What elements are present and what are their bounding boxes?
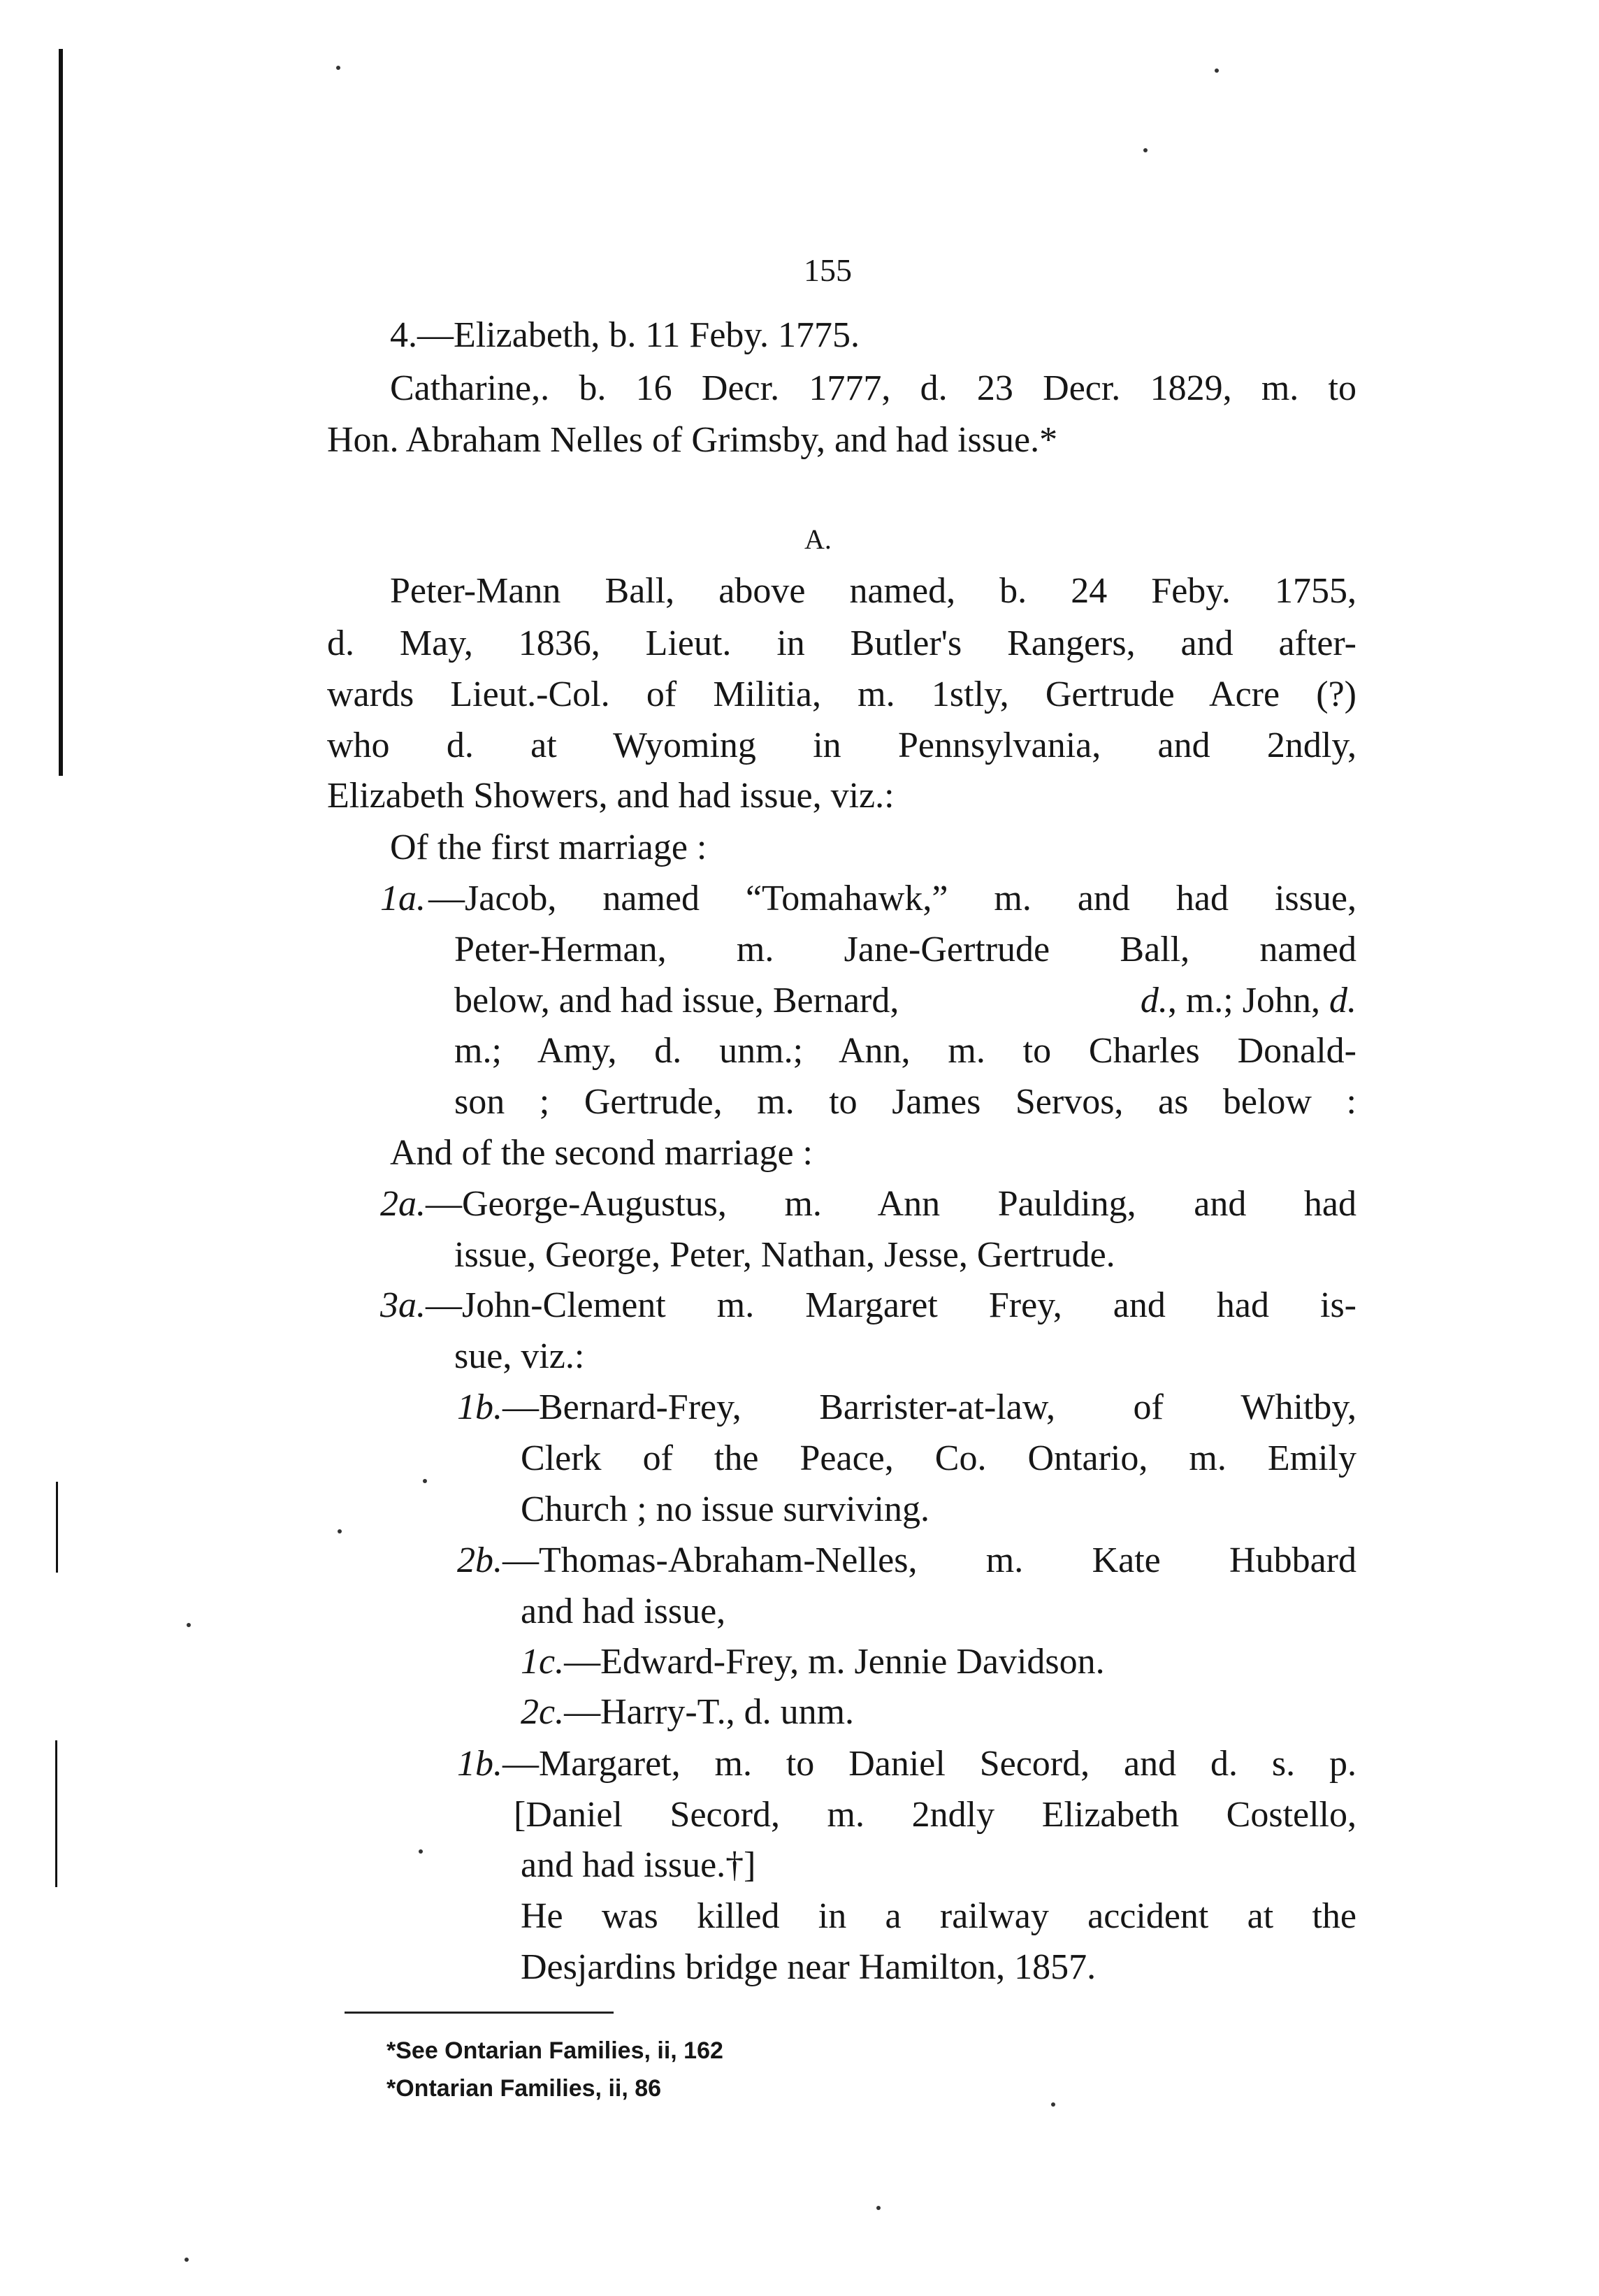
scan-edge-line: [59, 49, 63, 776]
item-label: 2c.: [521, 1692, 565, 1732]
item-2c-line: [521, 1694, 854, 1731]
item-text: —Jacob, named “Tomahawk,” m. and had issue,: [428, 879, 1356, 918]
item-1b-first-line: [457, 1389, 1356, 1426]
scan-speck: [1143, 148, 1148, 152]
item-1a-line: m.; Amy, d. unm.; Ann, m. to Charles Donald-: [454, 1031, 1356, 1071]
item-text: below, and had issue, Bernard,: [454, 981, 899, 1020]
paragraph-line: Peter-Mann Ball, above named, b. 24 Feby. 1755,: [390, 571, 1356, 611]
item-label: 1a.: [380, 879, 426, 918]
italic-d: d.: [1140, 981, 1168, 1020]
item-1b-line: Church ; no issue surviving.: [521, 1489, 929, 1529]
item-2a-line: issue, George, Peter, Nathan, Jesse, Gertrude.: [454, 1235, 1115, 1275]
item-text: , m.; John,: [1167, 981, 1329, 1020]
scan-speck: [336, 66, 340, 70]
item-text: —Margaret, m. to Daniel Secord, and d. s. p.: [502, 1744, 1356, 1784]
item-text: —Thomas-Abraham-Nelles, m. Kate Hubbard: [502, 1540, 1356, 1580]
entry-elizabeth: 4.—Elizabeth, b. 11 Feby. 1775.: [390, 315, 860, 355]
item-1a-line: Peter-Herman, m. Jane-Gertrude Ball, named: [454, 930, 1356, 969]
item-2a-first-line: [380, 1186, 1356, 1222]
item-text: —Edward-Frey, m. Jennie Davidson.: [564, 1642, 1105, 1682]
footnote: *Ontarian Families, ii, 86: [386, 2075, 662, 2102]
italic-d: d.: [1329, 981, 1356, 1020]
scan-speck: [423, 1479, 427, 1483]
paragraph-line: wards Lieut.-Col. of Militia, m. 1stly, Gertrude Acre (?): [327, 674, 1356, 714]
footnote: *See Ontarian Families, ii, 162: [386, 2037, 723, 2064]
item-1b-line: Clerk of the Peace, Co. Ontario, m. Emily: [521, 1438, 1356, 1478]
paragraph-line: d. May, 1836, Lieut. in Butler's Rangers, and after-: [327, 623, 1356, 663]
item-1a-first-line: [380, 881, 1356, 917]
item-2b-first-line: [457, 1540, 1356, 1580]
page-number: 155: [804, 252, 852, 288]
scan-speck: [1215, 68, 1219, 73]
item-1b-margaret-line: He was killed in a railway accident at the: [521, 1896, 1356, 1936]
item-1b-margaret-first-line: [457, 1746, 1356, 1782]
entry-catharine: Catharine,. b. 16 Decr. 1777, d. 23 Decr. 1829, m. to: [390, 368, 1356, 408]
scan-speck: [338, 1529, 342, 1533]
item-1a-line: [454, 983, 1356, 1019]
item-1b-margaret-line: and had issue.†]: [521, 1845, 756, 1885]
section-letter: A.: [804, 524, 832, 555]
item-1c-line: [521, 1644, 1105, 1680]
item-text: —Harry-T., d. unm.: [564, 1692, 855, 1732]
entry-catharine-cont: Hon. Abraham Nelles of Grimsby, and had issue.*: [327, 420, 1058, 460]
scan-speck: [419, 1849, 423, 1854]
item-3a-line: sue, viz.:: [454, 1336, 585, 1376]
scan-speck: [1051, 2102, 1055, 2107]
scan-edge-line-bottom: [55, 1740, 57, 1887]
second-marriage-heading: And of the second marriage :: [390, 1133, 813, 1173]
footnote-rule: [345, 2012, 614, 2014]
first-marriage-heading: Of the first marriage :: [390, 828, 707, 867]
item-1b-margaret-line: Desjardins bridge near Hamilton, 1857.: [521, 1947, 1097, 1987]
item-2b-line: and had issue,: [521, 1591, 726, 1631]
paragraph-line: Elizabeth Showers, and had issue, viz.:: [327, 776, 895, 816]
item-1b-margaret-line: [Daniel Secord, m. 2ndly Elizabeth Costello,: [514, 1795, 1356, 1835]
scan-speck: [187, 1623, 191, 1627]
scan-speck: [876, 2206, 881, 2210]
scan-speck: [184, 2258, 189, 2262]
item-1a-line: son ; Gertrude, m. to James Servos, as below :: [454, 1082, 1356, 1122]
item-label: 1c.: [521, 1642, 565, 1682]
scan-edge-line-lower: [56, 1482, 58, 1573]
spacer: [899, 983, 1141, 1019]
item-label: 1b.: [457, 1387, 502, 1427]
paragraph-line: who d. at Wyoming in Pennsylvania, and 2ndly,: [327, 725, 1356, 765]
item-label: 2b.: [457, 1540, 502, 1580]
item-text: —Bernard-Frey, Barrister-at-law, of Whitby,: [502, 1387, 1356, 1427]
item-3a-first-line: [380, 1287, 1356, 1324]
item-text: —George-Augustus, m. Ann Paulding, and had: [426, 1184, 1356, 1224]
item-text: —John-Clement m. Margaret Frey, and had is-: [426, 1285, 1356, 1325]
item-label: 1b.: [457, 1744, 502, 1784]
item-label: 3a.: [380, 1285, 426, 1325]
item-label: 2a.: [380, 1184, 426, 1224]
